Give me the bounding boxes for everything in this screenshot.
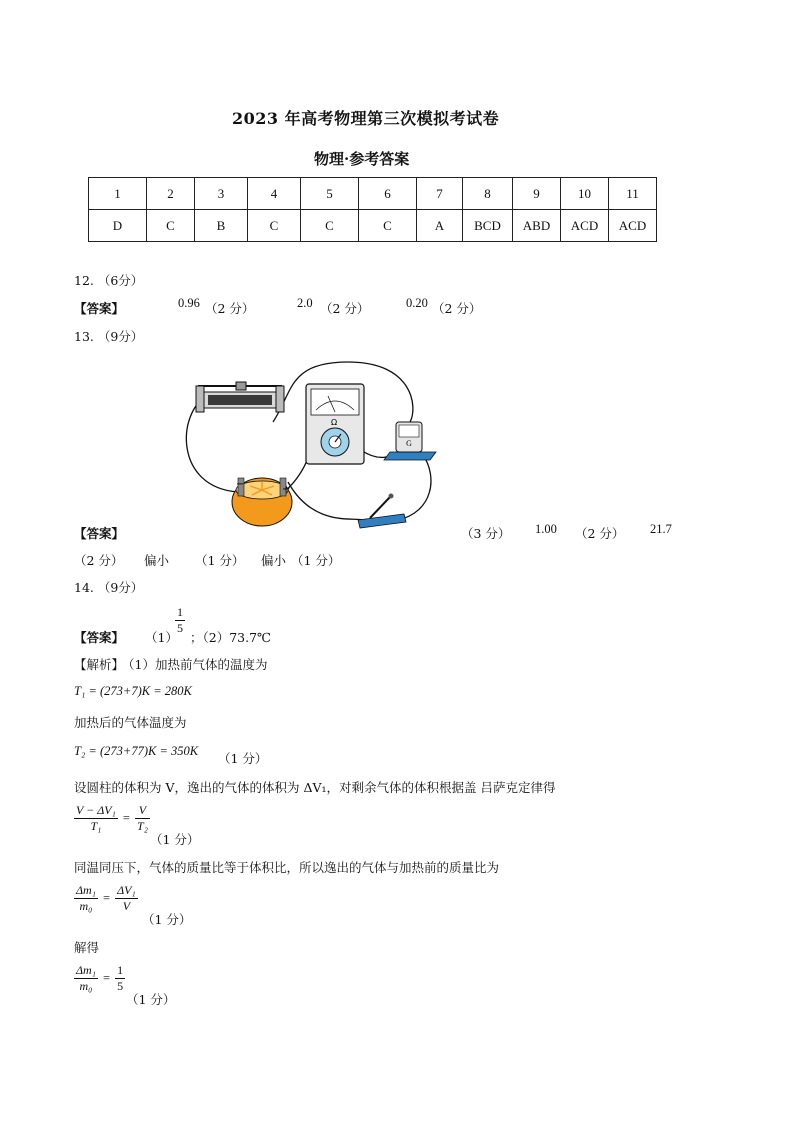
table-cell: BCD	[463, 210, 513, 242]
multimeter-icon	[306, 384, 364, 464]
eq5-denominator-left: m₀	[79, 979, 93, 993]
q12-score-3: （2 分）	[432, 301, 482, 316]
fruit-battery-icon	[232, 478, 292, 526]
fraction-numerator: 1	[177, 605, 183, 619]
q14-answer-fraction	[175, 605, 185, 636]
table-row-numbers	[89, 178, 657, 210]
table-cell: 10	[561, 178, 609, 210]
table-cell: D	[89, 210, 147, 242]
table-cell: C	[147, 210, 195, 242]
wire	[186, 397, 238, 492]
galvanometer-icon	[384, 422, 436, 460]
q14-part1: （1）	[145, 630, 178, 645]
page-subtitle: 物理·参考答案	[314, 150, 410, 168]
q13-answer-4: 偏小	[144, 553, 170, 568]
multimeter-omega-label: Ω	[330, 418, 338, 427]
q13-score-2: （2 分）	[575, 526, 625, 541]
eq4-numerator-right: ΔV₁	[117, 883, 136, 897]
wire	[398, 455, 431, 520]
q14-eq3	[74, 803, 150, 834]
q14-analysis-line1: （1）加热前气体的温度为	[122, 657, 268, 672]
q14-eq5-score: （1 分）	[126, 992, 176, 1007]
eq5-numerator-left: Δm₁	[76, 963, 96, 977]
rheostat-icon	[196, 382, 284, 412]
table-cell: C	[248, 210, 301, 242]
q14-eq4-score: （1 分）	[142, 912, 192, 927]
q12-answer-3: 0.20	[406, 296, 428, 310]
table-cell: 3	[195, 178, 248, 210]
eq3-numerator-right: V	[135, 803, 150, 819]
q14-line3: 设圆柱的体积为 V，逸出的气体的体积为 ΔV₁，对剩余气体的体积根据盖 吕萨克定律得	[74, 780, 556, 795]
table-cell: C	[359, 210, 417, 242]
eq4-denominator-left: m₀	[79, 899, 93, 913]
q12-answer-1: 0.96	[178, 296, 200, 310]
eq3-denominator-right: T₂	[137, 819, 148, 833]
q14-eq2: T₂ = (273+77)K = 350K	[74, 744, 199, 758]
q13-score-1: （3 分）	[461, 526, 511, 541]
table-cell: 1	[89, 178, 147, 210]
eq3-denominator-left: T₁	[90, 819, 102, 833]
table-row-answers	[89, 210, 657, 242]
table-cell: 4	[248, 178, 301, 210]
q14-eq3-score: （1 分）	[150, 832, 200, 847]
q14-line5: 解得	[74, 940, 100, 955]
q14-eq5	[74, 963, 125, 994]
equals-sign: =	[102, 891, 111, 905]
q14-label: 14. （9分）	[74, 580, 144, 595]
q14-line2: 加热后的气体温度为	[74, 715, 187, 730]
table-cell: 5	[301, 178, 359, 210]
table-cell: 11	[609, 178, 657, 210]
q14-eq1: T₁ = (273+7)K = 280K	[74, 684, 192, 698]
q12-score-2: （2 分）	[320, 301, 370, 316]
q12-answer-2: 2.0	[297, 296, 313, 310]
q14-eq2-score: （1 分）	[218, 751, 268, 766]
table-cell: 2	[147, 178, 195, 210]
eq5-denominator-right: 5	[117, 979, 124, 993]
wire	[288, 482, 363, 520]
eq4-denominator-right: V	[122, 899, 131, 913]
q12-label: 12. （6分）	[74, 273, 144, 288]
table-cell: 9	[513, 178, 561, 210]
eq3-numerator-left: V − ΔV₁	[76, 803, 116, 817]
q12-answer-tag: 【答案】	[74, 301, 125, 316]
q13-score-5: （1 分）	[291, 553, 341, 568]
equals-sign: =	[122, 811, 130, 825]
plus-terminal: +	[282, 484, 291, 495]
galvanometer-label: G	[406, 439, 412, 448]
q13-label: 13. （9分）	[74, 329, 144, 344]
q14-analysis-tag: 【解析】	[74, 657, 125, 672]
switch-icon	[358, 494, 406, 529]
q13-score-4: （1 分）	[195, 553, 245, 568]
equals-sign: =	[102, 971, 111, 985]
table-cell: B	[195, 210, 248, 242]
q14-part2: ；（2）73.7℃	[190, 630, 272, 645]
table-cell: ABD	[513, 210, 561, 242]
fraction-denominator: 5	[177, 621, 183, 635]
q14-answer-tag: 【答案】	[74, 630, 125, 645]
minus-terminal: −	[236, 479, 245, 490]
q13-answer-3: 21.7	[650, 522, 672, 536]
table-cell: ACD	[609, 210, 657, 242]
q13-score-3: （2 分）	[74, 553, 124, 568]
table-cell: ACD	[561, 210, 609, 242]
table-cell: 7	[417, 178, 463, 210]
q13-answer-5: 偏小	[261, 553, 287, 568]
q13-answer-2: 1.00	[535, 522, 557, 536]
eq4-numerator-left: Δm₁	[76, 883, 96, 897]
table-cell: 8	[463, 178, 513, 210]
eq5-numerator-right: 1	[117, 963, 124, 977]
q14-line4: 同温同压下，气体的质量比等于体积比，所以逸出的气体与加热前的质量比为	[74, 860, 500, 875]
page-title: 2023 年高考物理第三次模拟考试卷	[232, 109, 500, 128]
table-cell: A	[417, 210, 463, 242]
table-cell: C	[301, 210, 359, 242]
q13-answer-tag: 【答案】	[74, 526, 125, 541]
q12-score-1: （2 分）	[205, 301, 255, 316]
circuit-diagram	[178, 352, 438, 534]
table-cell: 6	[359, 178, 417, 210]
answer-table	[88, 177, 657, 242]
q14-eq4	[74, 883, 138, 914]
